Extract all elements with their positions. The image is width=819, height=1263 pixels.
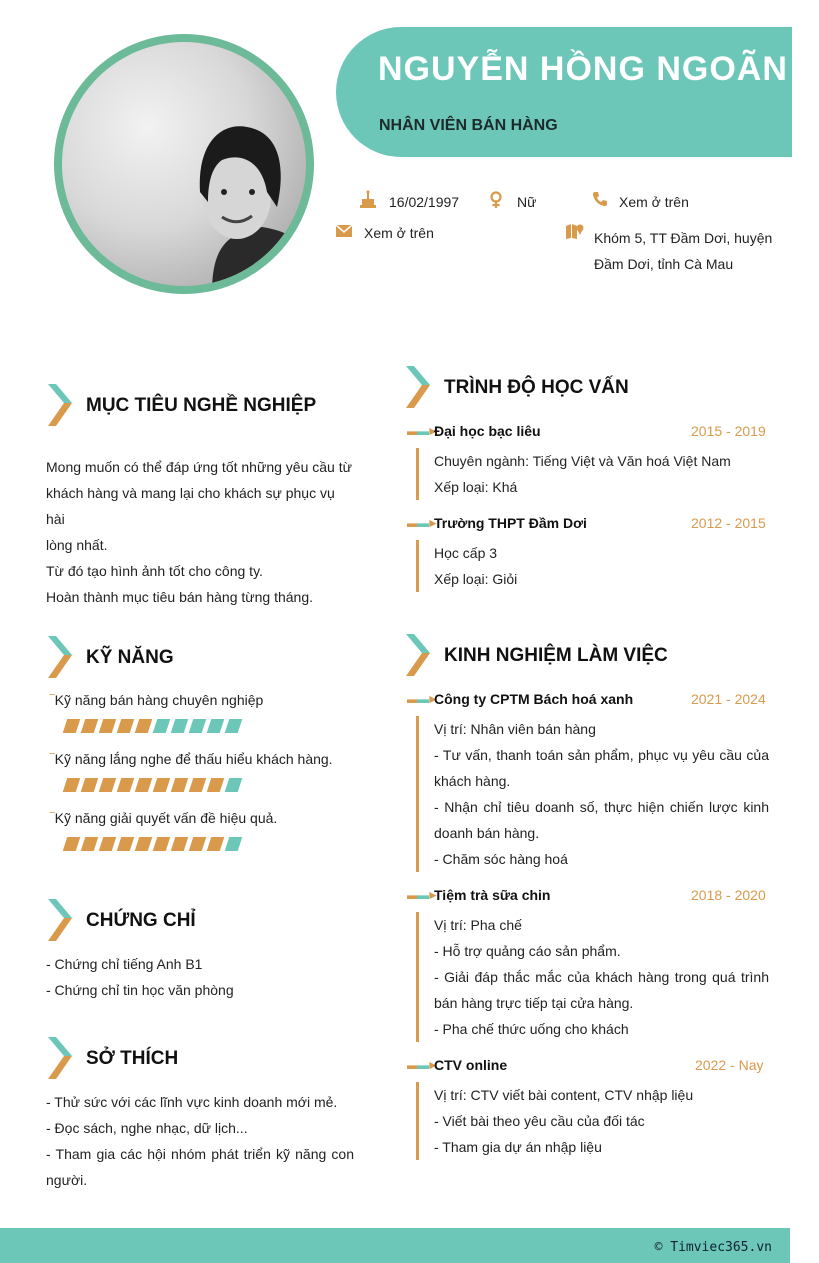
education-years: 2015 - 2019 [691,423,766,439]
education-line: Học cấp 3 [434,545,498,561]
cake-icon [360,190,376,208]
gender-icon [489,191,503,209]
skill-label: Kỹ năng bán hàng chuyên nghiệp [54,692,264,708]
experience-years: 2018 - 2020 [691,887,766,903]
education-details [434,540,517,592]
phone: Xem ở trên [619,194,689,210]
objective-text [46,454,356,610]
experience-years: 2021 - 2024 [691,691,766,707]
hobby-line: - Tham gia các hội nhóm phát triển kỹ năng con [46,1146,354,1162]
chevron-icon [46,636,76,678]
experience-line: - Chăm sóc hàng hoá [434,851,568,867]
skill-level-segment [171,719,189,733]
avatar [62,42,306,286]
timeline-line [416,912,419,1042]
timeline-line [416,716,419,872]
skill-bar [65,837,277,851]
skill-level-segment [207,837,225,851]
experience-line: - Tư vấn, thanh toán sản phẩm, phục vụ yêu cầu của [434,747,769,763]
skill-level-segment [99,719,117,733]
hobby-line: - Đọc sách, nghe nhạc, dữ lịch... [46,1120,248,1136]
objective-line: Hoàn thành mục tiêu bán hàng từng tháng. [46,589,314,605]
certificate-item: - Chứng chỉ tiếng Anh B1 [46,956,203,972]
skill-level-segment [153,719,171,733]
experience-line: - Hỗ trợ quảng cáo sản phẩm. [434,943,621,959]
candidate-name: NGUYỄN HỒNG NGOÃN [378,50,788,88]
skill-level-segment [135,837,153,851]
experience-line: - Giải đáp thắc mắc của khách hàng trong quá trình [434,969,769,985]
skill-bar [65,719,263,733]
experience-line: Vị trí: CTV viết bài content, CTV nhập liệu [434,1087,694,1103]
experience-line: - Nhận chỉ tiêu doanh số, thực hiện chiến lược kinh [434,799,769,815]
skill-level-segment [225,719,243,733]
skill-level-segment [99,778,117,792]
gender: Nữ [517,194,537,210]
skill-level-segment [207,719,225,733]
skill-level-segment [81,837,99,851]
objective-line: lòng nhất. [46,537,108,553]
email: Xem ở trên [364,225,434,241]
education-years: 2012 - 2015 [691,515,766,531]
education-line: Xếp loại: Khá [434,479,518,495]
birthday: 16/02/1997 [389,194,460,210]
skill-level-segment [117,778,135,792]
hobby-line: - Thử sức với các lĩnh vực kinh doanh mới mẻ. [46,1094,338,1110]
experience-details [434,912,769,1042]
chevron-icon [46,384,76,426]
hobbies-title: SỞ THÍCH [86,1048,179,1069]
skill-level-segment [189,837,207,851]
experience-line: Vị trí: Pha chế [434,917,522,933]
skill-level-segment [63,719,81,733]
skill-level-segment [81,778,99,792]
skill-level-segment [207,778,225,792]
skill-bar [65,778,333,792]
experience-line: doanh bán hàng. [434,825,540,841]
skill-level-segment [117,719,135,733]
education-school: Đại học bạc liêu [434,423,541,439]
experience-line: - Tham gia dự án nhập liệu [434,1139,602,1155]
chevron-icon [46,1037,76,1079]
portrait-figure [62,42,306,286]
chevron-icon [46,899,76,941]
address-line-2: Đầm Dơi, tỉnh Cà Mau [594,256,734,272]
header-banner [336,27,792,157]
skill-label: Kỹ năng giải quyết vấn đề hiệu quả. [54,810,278,826]
hobbies-text [46,1089,354,1193]
skill-level-segment [171,778,189,792]
skill-level-segment [63,837,81,851]
certificates-title: CHỨNG CHỈ [86,910,196,931]
skill-level-segment [225,778,243,792]
skill-level-segment [135,719,153,733]
experience-line: - Viết bài theo yêu cầu của đối tác [434,1113,645,1129]
education-school: Trường THPT Đầm Dơi [434,515,587,531]
timeline-line [416,448,419,500]
address-line-1: Khóm 5, TT Đầm Dơi, huyện [594,230,773,246]
objective-line: khách hàng và mang lại cho khách sự phục vụ hài [46,485,335,527]
skill-label: Kỹ năng lắng nghe để thấu hiểu khách hàng. [54,751,333,767]
phone-icon [592,191,608,207]
skill-level-segment [117,837,135,851]
experience-company: CTV online [434,1057,508,1073]
skill-level-segment [189,719,207,733]
timeline-line [416,1082,419,1160]
skill-level-segment [63,778,81,792]
experience-years: 2022 - Nay [695,1057,764,1073]
map-pin-icon [566,223,584,239]
experience-company: Công ty CPTM Bách hoá xanh [434,691,634,707]
skill-level-segment [99,837,117,851]
chevron-icon [404,366,434,408]
experience-line: Vị trí: Nhân viên bán hàng [434,721,596,737]
arrow-icon: ▬▬► [407,888,437,902]
arrow-icon: ▬▬► [407,1058,437,1072]
objective-line: Từ đó tạo hình ảnh tốt cho công ty. [46,563,263,579]
arrow-icon: ▬▬► [407,424,437,438]
address [594,225,772,277]
experience-company: Tiệm trà sữa chin [434,887,551,903]
skill-item: ‾Kỹ năng lắng nghe để thấu hiểu khách hàng. [50,751,333,792]
skill-item: ‾Kỹ năng giải quyết vấn đề hiệu quả. [50,810,277,851]
objective-line: Mong muốn có thể đáp ứng tốt những yêu cầu từ [46,459,352,475]
chevron-icon [404,634,434,676]
copyright: © Timviec365.vn [654,1240,772,1255]
education-line: Xếp loại: Giỏi [434,571,518,587]
education-details [434,448,731,500]
experience-line: - Pha chế thức uống cho khách [434,1021,629,1037]
certificate-item: - Chứng chỉ tin học văn phòng [46,982,234,998]
experience-details [434,1082,693,1160]
skill-level-segment [135,778,153,792]
skill-level-segment [81,719,99,733]
skill-item: ‾Kỹ năng bán hàng chuyên nghiệp [50,692,263,733]
experience-line: khách hàng. [434,773,511,789]
experience-title: KINH NGHIỆM LÀM VIỆC [444,645,668,666]
job-title: NHÂN VIÊN BÁN HÀNG [379,117,558,134]
skill-level-segment [225,837,243,851]
hobby-line: người. [46,1172,88,1188]
education-line: Chuyên ngành: Tiếng Việt và Văn hoá Việt Nam [434,453,731,469]
skill-level-segment [189,778,207,792]
timeline-line [416,540,419,592]
skill-level-segment [153,837,171,851]
skill-level-segment [153,778,171,792]
experience-line: bán hàng trực tiếp tại cửa hàng. [434,995,634,1011]
arrow-icon: ▬▬► [407,516,437,530]
skill-level-segment [171,837,189,851]
objective-title: MỤC TIÊU NGHỀ NGHIỆP [86,395,317,416]
education-title: TRÌNH ĐỘ HỌC VẤN [444,377,629,398]
certificates-list [46,951,234,1003]
arrow-icon: ▬▬► [407,692,437,706]
skills-title: KỸ NĂNG [86,647,174,668]
experience-details [434,716,769,872]
profile-photo-frame [54,34,314,294]
envelope-icon [336,225,352,237]
